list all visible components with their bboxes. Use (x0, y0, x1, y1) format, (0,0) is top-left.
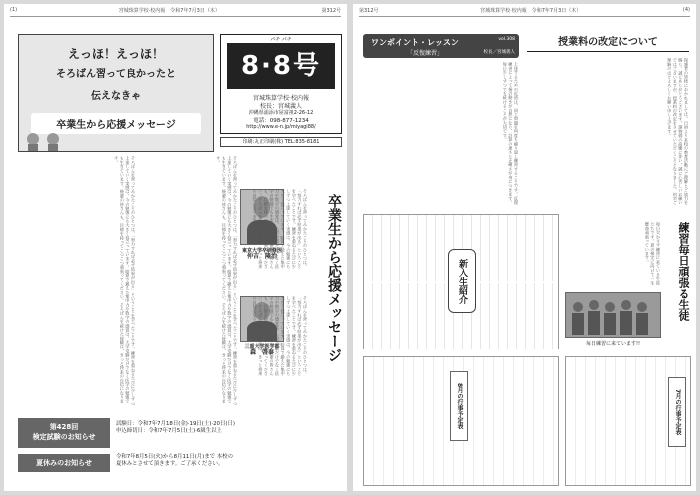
running-head-center-right: 宮城珠算学校·校内報 令和7年7月3日（木） (480, 8, 582, 14)
graduate-caption-1b: 仲吉 隆治 (246, 253, 277, 260)
graduate-caption-2a: 三重大学医学部 (244, 344, 280, 350)
issue-number: 第312号 (321, 8, 341, 14)
lesson-subtitle: 「反復練習」 (407, 50, 444, 57)
july-schedule-title: 7月の行事予定表 (668, 377, 686, 447)
exam-badge (18, 418, 110, 448)
newcomer-grid (363, 214, 559, 349)
training-photo (565, 292, 661, 338)
summer-badge: 夏休みのお知らせ (18, 454, 110, 472)
training-caption: 毎日練習に来ています!! (585, 341, 640, 347)
issue-number-right: 第312号 (359, 8, 379, 14)
headline-banner (18, 34, 214, 152)
masthead-principal: 校長：宮城義人 (259, 103, 302, 110)
right-page (353, 4, 696, 491)
lesson-text: 上達するための近道は、同じ問題を何度も繰り返し練習することです。反復練習によって指の動きが自然になり、計算の速さと正確さが身につきます。毎日少しずつでも続けることが大切です。 (502, 62, 519, 205)
graduate-caption-2b: 森 啓泰 (249, 349, 274, 356)
masthead-address: 沖縄県浦添市屋富祖2-26-12 (248, 110, 314, 116)
banner-line-2: そろばん習って良かったと (56, 69, 176, 80)
students-photo-icon (566, 293, 662, 339)
graduate-text-2: そろばんを習ってみかたことのひとつは、「努力すれば必ず結果が出る」ということを学べたことです。練習を重ねるたびに少しずつ上達していく実感は、今の勉強にも大きく役立っています。暗算で鍛えた集中力や数字の感覚は、大学受験だけでなく医学の勉強でも生きています。後輩の皆さんも、目標を持ってこつこつ頑張ってください。そろばんを続けた経験は、きっと将来の自信になります。 (252, 296, 308, 376)
lesson-vol: vol.308 (498, 37, 515, 42)
summer-line-2: 夏休みとさせて頂きます。ご了承ください。 (116, 461, 224, 467)
left-running-head (10, 7, 341, 17)
august-schedule-title: 8月の行事予定表 (450, 371, 468, 441)
summer-info (116, 454, 342, 468)
printer-credit: 印刷:丸正印刷(株) TEL:835-8181 (220, 137, 342, 147)
vertical-heading: 卒業生から応援メッセージ (326, 194, 342, 362)
summer-line-1: 令和7年8月5日(火)から8月11日(月)まで 本校の (116, 454, 233, 460)
banner-line-4: 卒業生から応援メッセージ (31, 113, 201, 134)
article-text-mid: そろばんを習ってみかたことのひとつは、「努力すれば必ず結果が出る」ということを学べたことです。練習を重ねるたびに少しずつ上達していく実感は、今の勉強にも大きく役立っています。暗算で鍛えた集中力や数字の感覚は、大学受験だけでなく医学の勉強でも生きています。後輩の皆さんも、目標を持ってこつこつ頑張ってください。そろばんを続けた経験は、きっと将来の自信になります。 (216, 156, 238, 406)
banner-line-3: 伝えなきゃ (91, 91, 141, 102)
graduate-text-1: そろばんを習ってみかたことのひとつは、「努力すれば必ず結果が出る」ということを学べたことです。練習を重ねるたびに少しずつ上達していく実感は、今の勉強にも大きく役立っています。暗算で鍛えた集中力や数字の感覚は、大学受験だけでなく医学の勉強でも生きています。後輩の皆さんも、目標を持ってこつこつ頑張ってください。そろばんを続けた経験は、きっと将来の自信になります。 (252, 189, 308, 269)
lesson-header (363, 34, 519, 58)
exam-info (116, 421, 342, 435)
masthead-school: 宮城珠算学校·校内報 (253, 95, 309, 102)
masthead-phone: 電話：098-877-1234 (253, 118, 309, 124)
masthead-url: http://www.e-n.jp/miyagi88/ (246, 124, 316, 130)
graduate-caption-1a: 東京大学卒研修医 (241, 248, 282, 254)
left-page (4, 4, 347, 491)
exam-badge-line2: 検定試験のお知らせ (32, 433, 96, 441)
august-schedule (363, 356, 559, 486)
masthead (220, 34, 342, 134)
newcomer-heading: 新入生紹介 (448, 249, 476, 313)
july-schedule (565, 356, 691, 486)
lesson-title: ワンポイント・レッスン (371, 38, 459, 47)
children-illustration-icon (23, 131, 63, 151)
page-number: (1) (10, 7, 18, 13)
masthead-label: パチ パチ (270, 37, 292, 43)
lesson-author: 校長／宮城義人 (483, 50, 515, 55)
fee-text: 保護者の皆様におかれましては、日頃より本校の教育活動にご理解とご協力を賜り、誠にありがとうございます。諸物価の高騰に伴い、誠に心苦しいお願いではございますが、授業料の改定をさせていただくこととなりました。何卒ご理解のほどよろしくお願い申し上げます。 (667, 58, 689, 205)
exam-badge-line1: 第428回 (49, 423, 79, 431)
banner-line-1: えっほ！えっほ！ (67, 47, 164, 61)
page-number-right: (4) (682, 7, 690, 13)
exam-deadline-line: 申込締切日：令和7年7月5日(土)·6級生以上 (116, 428, 222, 434)
masthead-title: 8·8号 (227, 43, 335, 89)
article-text-left: そろばんを習ってみかたことのひとつは、「努力すれば必ず結果が出る」ということを学べたことです。練習を重ねるたびに少しずつ上達していく実感は、今の勉強にも大きく役立っています。暗算で鍛えた集中力や数字の感覚は、大学受験だけでなく医学の勉強でも生きています。後輩の皆さんも、目標を持ってこつこつ頑張ってください。そろばんを続けた経験は、きっと将来の自信になります。 (114, 156, 136, 406)
training-text: 毎日欠かさず練習に来ている生徒たちです。夏の検定に向けて一生懸命頑張っています。 (644, 222, 661, 285)
training-heading: 練習毎日頑張る生徒 (677, 222, 690, 321)
right-running-head (359, 7, 690, 17)
fee-heading: 授業料の改定について (527, 34, 689, 52)
running-head-center: 宮城珠算学校·校内報 令和7年7月3日（木） (118, 8, 220, 14)
exam-date-line: 試験日：令和7年7月18日(金)·19日(土)·20日(日) (116, 421, 235, 427)
